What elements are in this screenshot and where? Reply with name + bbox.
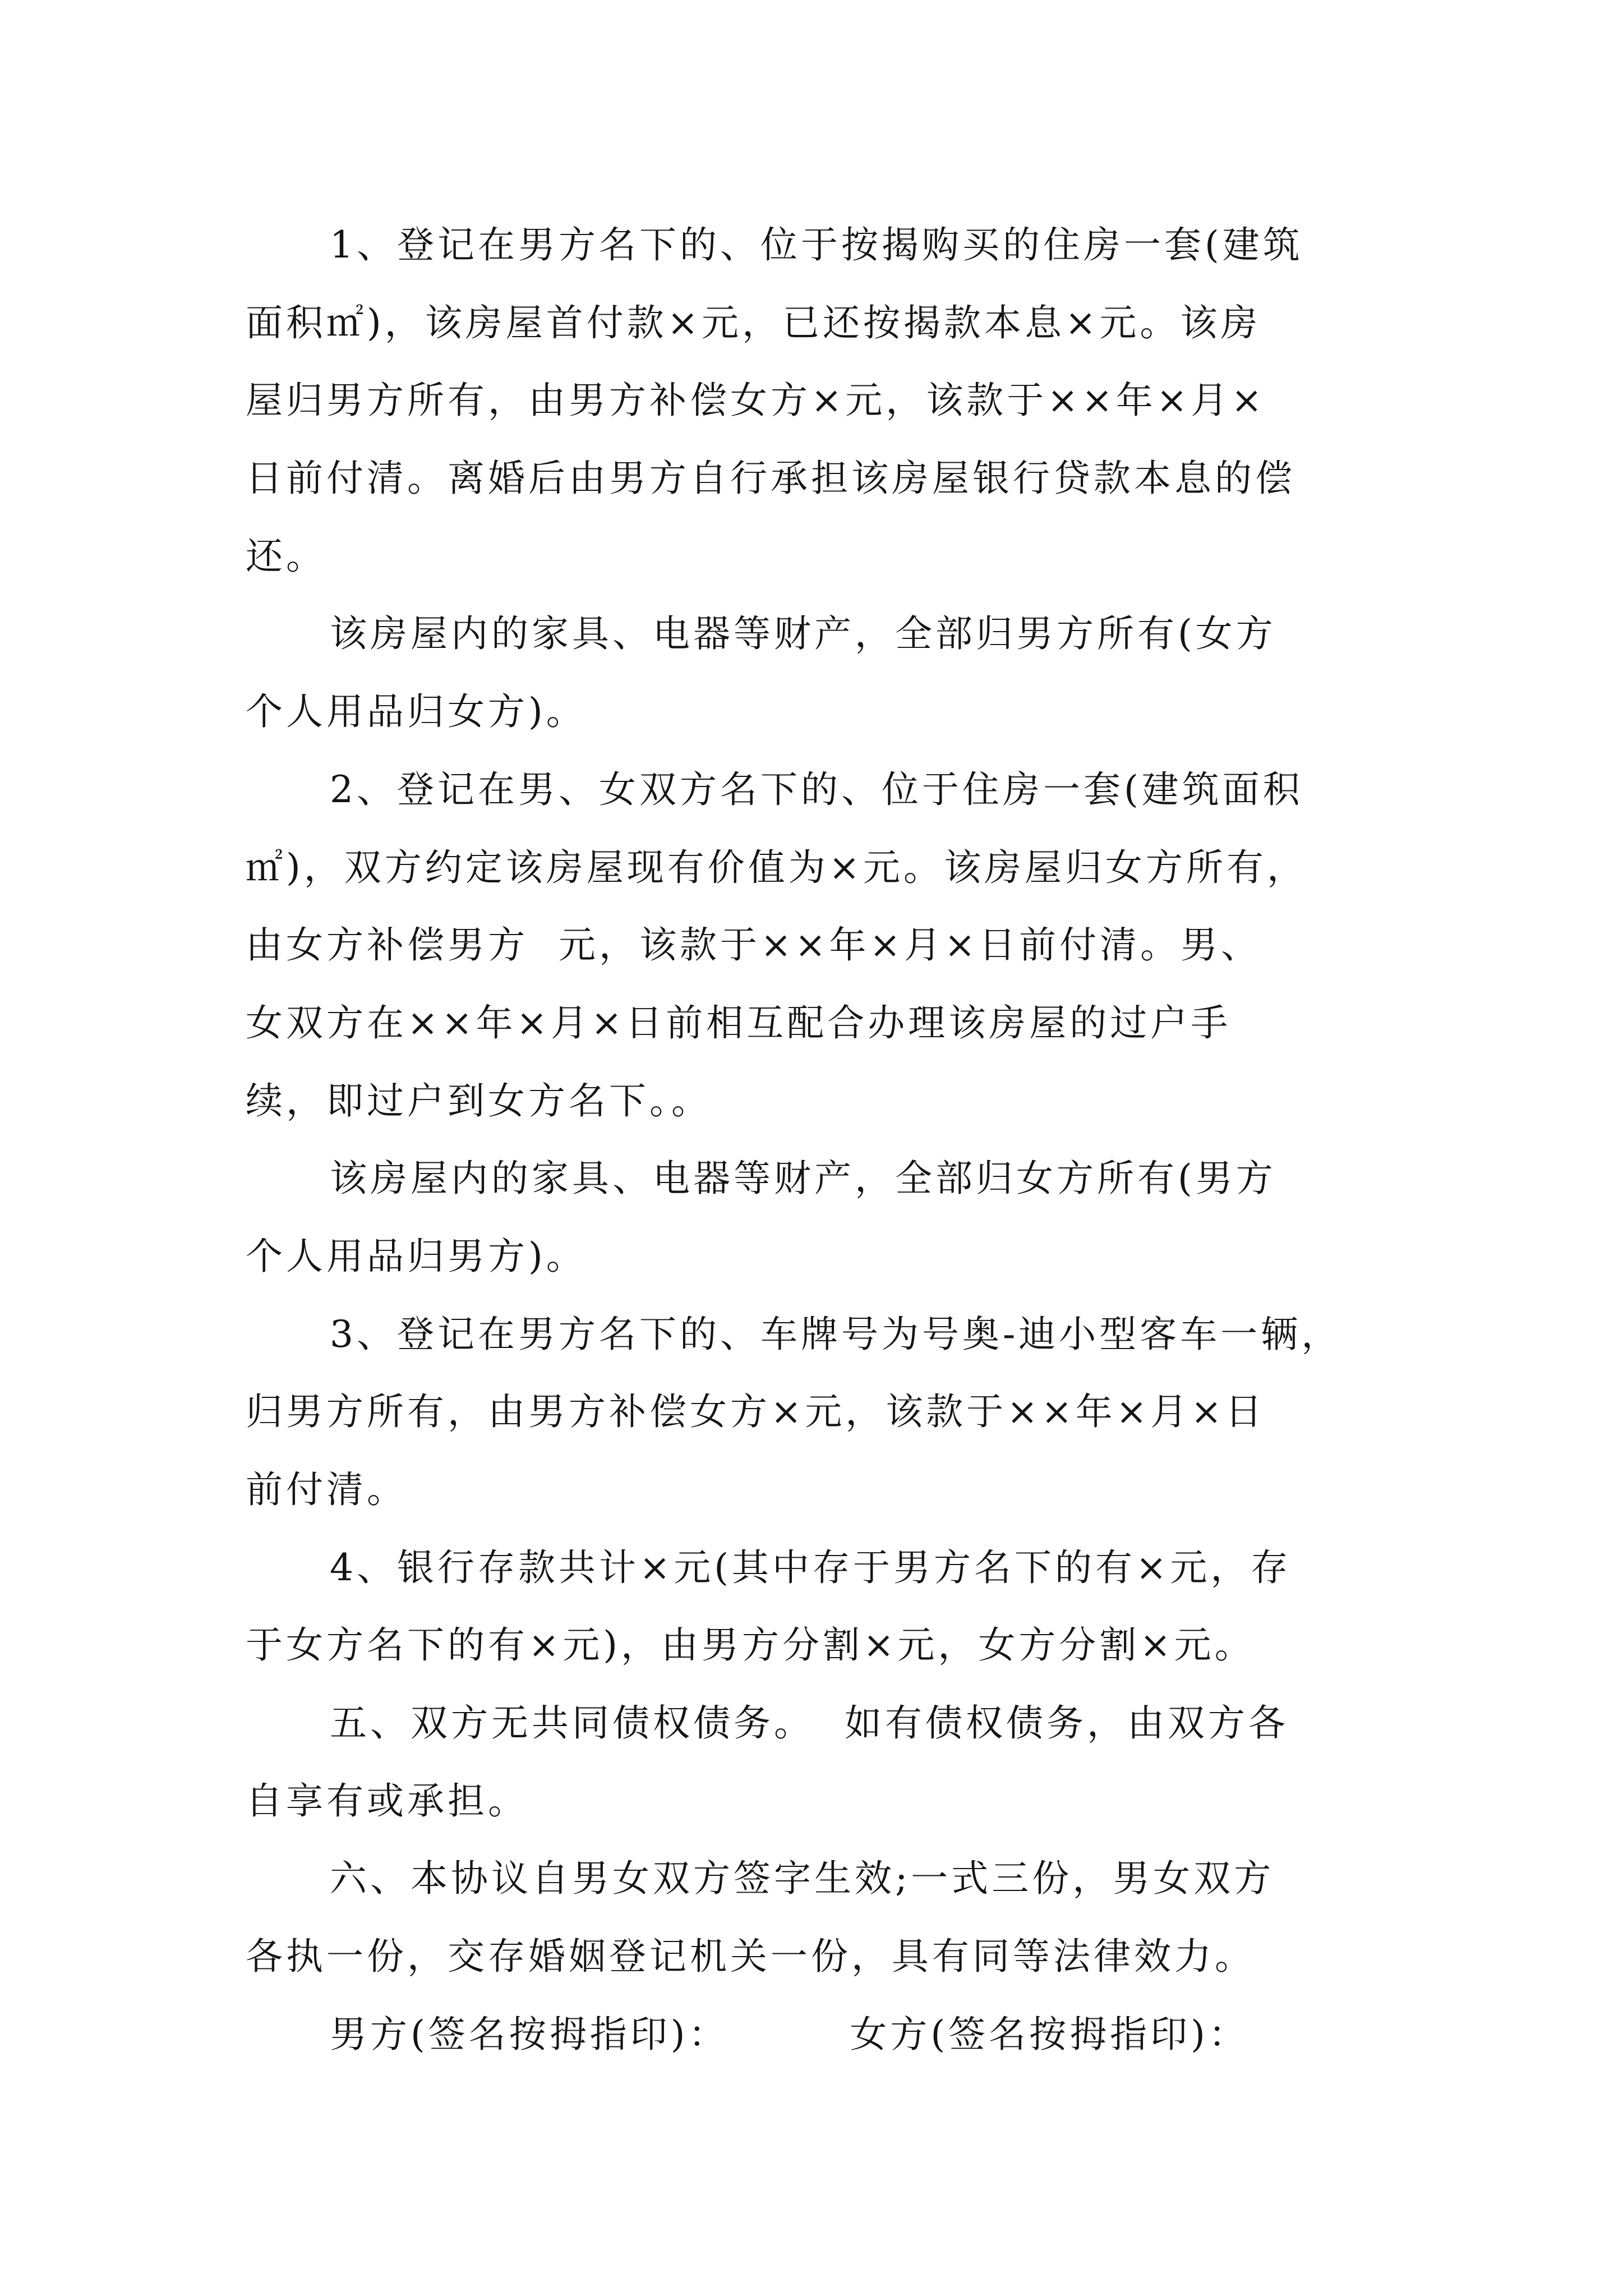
paragraph-line: 于女方名下的有×元)，由男方分割×元，女方分割×元。 bbox=[246, 1623, 1255, 1667]
signature-line bbox=[246, 1996, 1384, 2074]
paragraph-line: 由女方补偿男方 元，该款于××年×月×日前付清。男、 bbox=[246, 923, 1262, 967]
paragraph-line: 该房屋内的家具、电器等财产，全部归女方所有(男方 bbox=[330, 1157, 1276, 1200]
paragraph-line: 4、银行存款共计×元(其中存于男方名下的有×元，存 bbox=[330, 1545, 1292, 1589]
paragraph-line: 五、双方无共同债权债务。 如有债权债务，由双方各 bbox=[330, 1701, 1289, 1745]
paragraph-house-2 bbox=[246, 751, 1384, 1140]
paragraph-line: 自享有或承担。 bbox=[246, 1779, 528, 1823]
paragraph-house-2-furniture bbox=[246, 1140, 1384, 1295]
paragraph-line: 日前付清。离婚后由男方自行承担该房屋银行贷款本息的偿 bbox=[246, 457, 1295, 500]
paragraph-bank-deposit bbox=[246, 1529, 1384, 1685]
paragraph-line: 2、登记在男、女双方名下的、位于住房一套(建筑面积 bbox=[330, 767, 1303, 811]
paragraph-vehicle bbox=[246, 1296, 1384, 1529]
signature-labels: 男方(签名按拇指印)： 女方(签名按拇指印)： bbox=[330, 2012, 1249, 2056]
paragraph-line: 还。 bbox=[246, 534, 326, 578]
paragraph-line: 个人用品归男方)。 bbox=[246, 1234, 587, 1278]
paragraph-line: ㎡)，双方约定该房屋现有价值为×元。该房屋归女方所有， bbox=[246, 845, 1308, 889]
paragraph-line: 面积㎡)，该房屋首付款×元，已还按揭款本息×元。该房 bbox=[246, 301, 1261, 344]
paragraph-debts bbox=[246, 1685, 1384, 1840]
paragraph-line: 该房屋内的家具、电器等财产，全部归男方所有(女方 bbox=[330, 612, 1276, 656]
paragraph-house-1 bbox=[246, 206, 1384, 595]
paragraph-line: 各执一份，交存婚姻登记机关一份，具有同等法律效力。 bbox=[246, 1935, 1255, 1978]
paragraph-line: 六、本协议自男女双方签字生效;一式三份，男女双方 bbox=[330, 1857, 1275, 1901]
document-body bbox=[246, 206, 1384, 2074]
paragraph-house-1-furniture bbox=[246, 595, 1384, 751]
paragraph-line: 屋归男方所有，由男方补偿女方×元，该款于××年×月× bbox=[246, 379, 1266, 422]
paragraph-line: 女双方在××年×月×日前相互配合办理该房屋的过户手 bbox=[246, 1001, 1232, 1045]
paragraph-line: 归男方所有，由男方补偿女方×元，该款于××年×月×日 bbox=[246, 1390, 1266, 1434]
paragraph-line: 续，即过户到女方名下。。 bbox=[246, 1079, 712, 1122]
paragraph-line: 1、登记在男方名下的、位于按揭购买的住房一套(建筑 bbox=[330, 223, 1303, 266]
paragraph-line: 前付清。 bbox=[246, 1468, 407, 1511]
paragraph-line: 个人用品归女方)。 bbox=[246, 690, 587, 734]
paragraph-line: 3、登记在男方名下的、车牌号为号奥-迪小型客车一辆， bbox=[330, 1312, 1342, 1356]
paragraph-effectiveness bbox=[246, 1840, 1384, 1995]
